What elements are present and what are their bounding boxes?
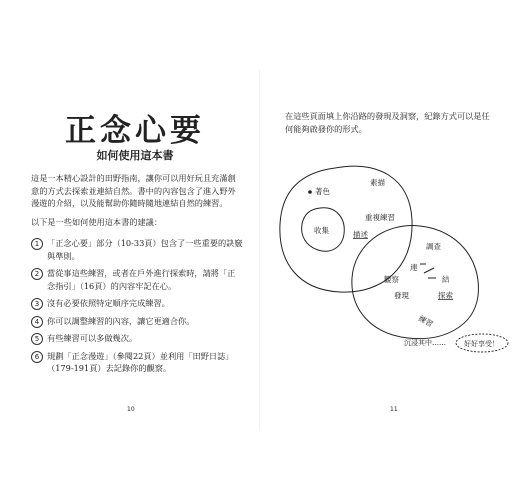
- label-connect-2: 結: [442, 275, 450, 284]
- page-subtitle: 如何使用這本書: [96, 149, 174, 162]
- number-circle: 5: [31, 333, 43, 345]
- label-investigate: 調查: [426, 242, 441, 251]
- label-describe: 描述: [353, 230, 368, 239]
- number-circle: 2: [31, 268, 43, 280]
- list-item: [31, 237, 243, 262]
- scribble-marks: [420, 264, 436, 278]
- label-sketch: 素描: [370, 178, 385, 187]
- list-item: [31, 350, 243, 375]
- label-collect: 收集: [314, 226, 329, 235]
- page-title: 正念心要: [65, 113, 205, 149]
- list-intro: 以下是一些如何使用這本書的建議：: [31, 217, 163, 227]
- tip-text: 你可以調整練習的內容，讓它更適合你。: [47, 315, 195, 326]
- caption-immerse: 沉浸其中……: [404, 339, 446, 347]
- tip-text: 規劃「正念漫遊」（參閱22頁）並利用「田野日誌」（179-191頁）去記錄你的觀察。: [47, 350, 234, 373]
- intro-paragraph: 這是一本精心設計的田野指南，讓你可以用好玩且充滿創意的方式去探索並連結自然。書中的內容包含了進入野外漫遊的介紹，以及能幫助你隨時隨地連結自然的練習。: [31, 173, 236, 208]
- venn-diagram: [260, 150, 520, 370]
- list-item: [31, 297, 243, 310]
- circle-outer-left: [280, 166, 412, 292]
- label-color: 著色: [315, 187, 330, 196]
- tip-text: 「正念心要」部分（10-33頁）包含了一些重要的訣竅與準則。: [47, 238, 243, 261]
- label-focus-practice: 重複練習: [365, 213, 395, 222]
- tip-text: 沒有必要依照特定順序完成練習。: [47, 298, 170, 308]
- circle-outer-right: [352, 226, 479, 339]
- tip-text: 當從事這些練習，或者在戶外進行探索時，請將「正念指引」（16頁）的內容牢記在心。: [47, 268, 236, 291]
- right-page: [260, 0, 520, 500]
- number-circle: 1: [31, 238, 43, 250]
- list-item: [31, 332, 243, 345]
- label-practice: 練習: [417, 313, 435, 329]
- number-circle: 6: [31, 351, 43, 363]
- label-connect: 連: [410, 263, 418, 272]
- number-circle: 4: [31, 316, 43, 328]
- page-number: 10: [127, 406, 135, 413]
- list-item: [31, 315, 243, 328]
- intro-paragraph: 在這些頁面填上你沿路的發現及洞察，紀錄方式可以是任何能夠啟發你的形式。: [285, 111, 490, 134]
- bubble-text: 好好享受！: [464, 340, 499, 348]
- dot-marker: [308, 190, 312, 194]
- label-observe: 觀察: [384, 275, 399, 284]
- label-explore: 探索: [438, 291, 453, 300]
- label-discover: 發現: [394, 291, 409, 300]
- tip-text: 有些練習可以多做幾次。: [47, 333, 138, 343]
- tips-list: [31, 237, 243, 380]
- list-item: [31, 267, 243, 292]
- number-circle: 3: [31, 298, 43, 310]
- page-number: 11: [390, 406, 398, 413]
